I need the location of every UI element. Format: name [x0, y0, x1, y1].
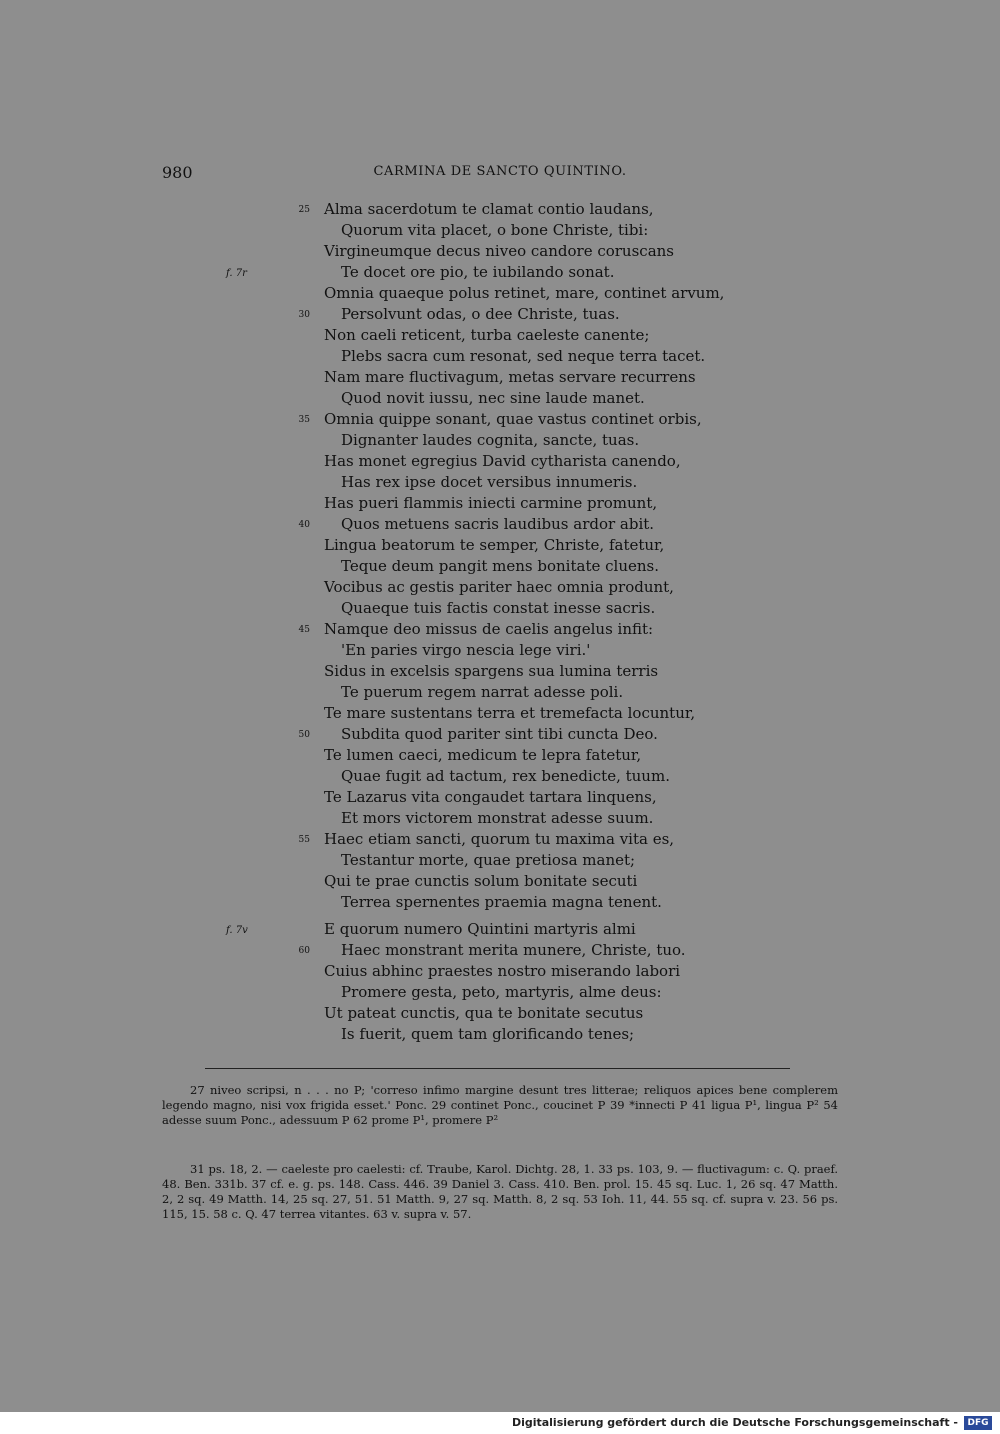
verse-text: Has monet egregius David cytharista canendo,	[324, 452, 681, 470]
line-number: 50	[298, 730, 310, 740]
verse-line	[0, 1024, 1000, 1045]
verse-line	[0, 619, 1000, 640]
verse-text: Ut pateat cunctis, qua te bonitate secutus	[324, 1004, 644, 1022]
verse-line	[0, 493, 1000, 514]
verse-line	[0, 409, 1000, 430]
verse-line	[0, 388, 1000, 409]
verse-text: E quorum numero Quintini martyris almi	[324, 920, 636, 938]
verse-line	[0, 892, 1000, 913]
verse-text: Dignanter laudes cognita, sancte, tuas.	[341, 431, 640, 449]
verse-text: Vocibus ac gestis pariter haec omnia produnt,	[324, 578, 674, 596]
verse-text: Te puerum regem narrat adesse poli.	[341, 683, 624, 701]
verse-text: Lingua beatorum te semper, Christe, fatetur,	[324, 536, 665, 554]
line-number: 55	[298, 835, 310, 845]
verse-text: Alma sacerdotum te clamat contio laudans,	[324, 200, 654, 218]
verse-line	[0, 850, 1000, 871]
sources-apparatus-text: 31 ps. 18, 2. — caeleste pro caelesti: cf. Traube, Karol. Dichtg. 28, 1. 33 ps. 103, 9. — fluctivagum: c. Q. praef. 48. Ben. 331b. 37 cf. e. g. ps. 148. Cass. 446. 39 Daniel 3. Cass. 410. Ben. prol. 15. 45 sq. Luc. 1, 26 sq. 47 Matth. 2, 2 sq. 49 Matth. 14, 25 sq. 27, 51. 51 Matth. 9, 27 sq. Matth. 8, 2 sq. 53 Ioh. 11, 44. 55 sq. cf. supra v. 23. 56 ps. 115, 15. 58 c. Q. 47 terrea vitantes. 63 v. supra v. 57.	[162, 1162, 838, 1221]
verse-text: Quorum vita placet, o bone Christe, tibi:	[341, 221, 649, 239]
verse-line	[0, 919, 1000, 940]
verse-line	[0, 556, 1000, 577]
verse-line	[0, 283, 1000, 304]
sources-apparatus	[162, 1162, 838, 1222]
verse-text: Plebs sacra cum resonat, sed neque terra tacet.	[341, 347, 706, 365]
verse-text: Teque deum pangit mens bonitate cluens.	[341, 557, 659, 575]
line-number: 35	[298, 415, 310, 425]
verse-text: Sidus in excelsis spargens sua lumina terris	[324, 662, 659, 680]
verse-line	[0, 661, 1000, 682]
verse-line	[0, 325, 1000, 346]
verse-text: Et mors victorem monstrat adesse suum.	[341, 809, 654, 827]
verse-text: Te Lazarus vita congaudet tartara linquens,	[324, 788, 657, 806]
verse-text: 'En paries virgo nescia lege viri.'	[341, 641, 591, 659]
verse-line	[0, 829, 1000, 850]
verse-line	[0, 724, 1000, 745]
verse-line	[0, 304, 1000, 325]
verse-text: Haec etiam sancti, quorum tu maxima vita es,	[324, 830, 675, 848]
page-number: 980	[162, 163, 193, 182]
verse-text: Te lumen caeci, medicum te lepra fatetur,	[324, 746, 642, 764]
verse-text: Testantur morte, quae pretiosa manet;	[341, 851, 636, 869]
verse-line	[0, 703, 1000, 724]
verse-line	[0, 766, 1000, 787]
verse-line	[0, 871, 1000, 892]
folio-marker: f. 7r	[226, 268, 247, 279]
line-number: 40	[298, 520, 310, 530]
verse-line	[0, 1003, 1000, 1024]
line-number: 25	[298, 205, 310, 215]
verse-line	[0, 982, 1000, 1003]
verse-line	[0, 808, 1000, 829]
verse-text: Quaeque tuis factis constat inesse sacris.	[341, 599, 656, 617]
verse-line	[0, 640, 1000, 661]
verse-text: Namque deo missus de caelis angelus infit:	[324, 620, 654, 638]
verse-text: Nam mare fluctivagum, metas servare recurrens	[324, 368, 696, 386]
verse-text: Haec monstrant merita munere, Christe, tuo.	[341, 941, 686, 959]
verse-line	[0, 472, 1000, 493]
verse-line	[0, 577, 1000, 598]
line-number: 45	[298, 625, 310, 635]
verse-text: Quod novit iussu, nec sine laude manet.	[341, 389, 645, 407]
verse-text: Omnia quippe sonant, quae vastus continet orbis,	[324, 410, 702, 428]
footnote-divider	[205, 1068, 790, 1069]
verse-text: Cuius abhinc praestes nostro miserando labori	[324, 962, 681, 980]
verse-line	[0, 430, 1000, 451]
critical-apparatus-text: 27 niveo scripsi, n . . . no P; 'correso infimo margine desunt tres litterae; reliquos apices bene complerem legendo magno, nisi vox frigida esset.' Ponc. 29 continet Ponc., coucinet P 39 *innecti P 41 ligua P¹, lingua P² 54 adesse suum Ponc., adessuum P 62 prome P¹, promere P²	[162, 1083, 838, 1127]
verse-line	[0, 961, 1000, 982]
page-header	[162, 163, 838, 185]
verse-line	[0, 940, 1000, 961]
verse-line	[0, 598, 1000, 619]
verse-text: Persolvunt odas, o dee Christe, tuas.	[341, 305, 620, 323]
footer-credit: Digitalisierung gefördert durch die Deutsche Forschungsgemeinschaft -	[511, 1416, 958, 1429]
verse-text: Non caeli reticent, turba caeleste canente;	[324, 326, 650, 344]
verse-line	[0, 262, 1000, 283]
verse-line	[0, 241, 1000, 262]
verse-line	[0, 367, 1000, 388]
verse-text: Te docet ore pio, te iubilando sonat.	[341, 263, 615, 281]
verse-text: Has pueri flammis iniecti carmine promunt,	[324, 494, 658, 512]
verse-line	[0, 514, 1000, 535]
verse-text: Te mare sustentans terra et tremefacta locuntur,	[324, 704, 696, 722]
verse-line	[0, 220, 1000, 241]
verse-text: Virgineumque decus niveo candore coruscans	[324, 242, 674, 260]
verse-text: Omnia quaeque polus retinet, mare, continet arvum,	[324, 284, 725, 302]
verse-line	[0, 787, 1000, 808]
verse-text: Terrea spernentes praemia magna tenent.	[341, 893, 662, 911]
verse-line	[0, 199, 1000, 220]
verse-text: Qui te prae cunctis solum bonitate secuti	[324, 872, 638, 890]
verse-text: Is fuerit, quem tam glorificando tenes;	[341, 1025, 635, 1043]
critical-apparatus	[162, 1083, 838, 1128]
footer-bar	[0, 1412, 1000, 1434]
verse-line	[0, 346, 1000, 367]
verse-line	[0, 535, 1000, 556]
folio-marker: f. 7v	[226, 925, 248, 936]
running-title: CARMINA DE SANCTO QUINTINO.	[373, 164, 627, 179]
verse-text: Quae fugit ad tactum, rex benedicte, tuum.	[341, 767, 670, 785]
line-number: 30	[298, 310, 310, 320]
verse-text: Promere gesta, peto, martyris, alme deus:	[341, 983, 662, 1001]
verse-text: Has rex ipse docet versibus innumeris.	[341, 473, 638, 491]
verse-line	[0, 745, 1000, 766]
verse-line	[0, 682, 1000, 703]
poem-text	[0, 199, 1000, 1045]
line-number: 60	[298, 946, 310, 956]
dfg-logo-icon: DFG	[964, 1416, 992, 1430]
verse-text: Quos metuens sacris laudibus ardor abit.	[341, 515, 655, 533]
verse-text: Subdita quod pariter sint tibi cuncta Deo.	[341, 725, 658, 743]
verse-line	[0, 451, 1000, 472]
